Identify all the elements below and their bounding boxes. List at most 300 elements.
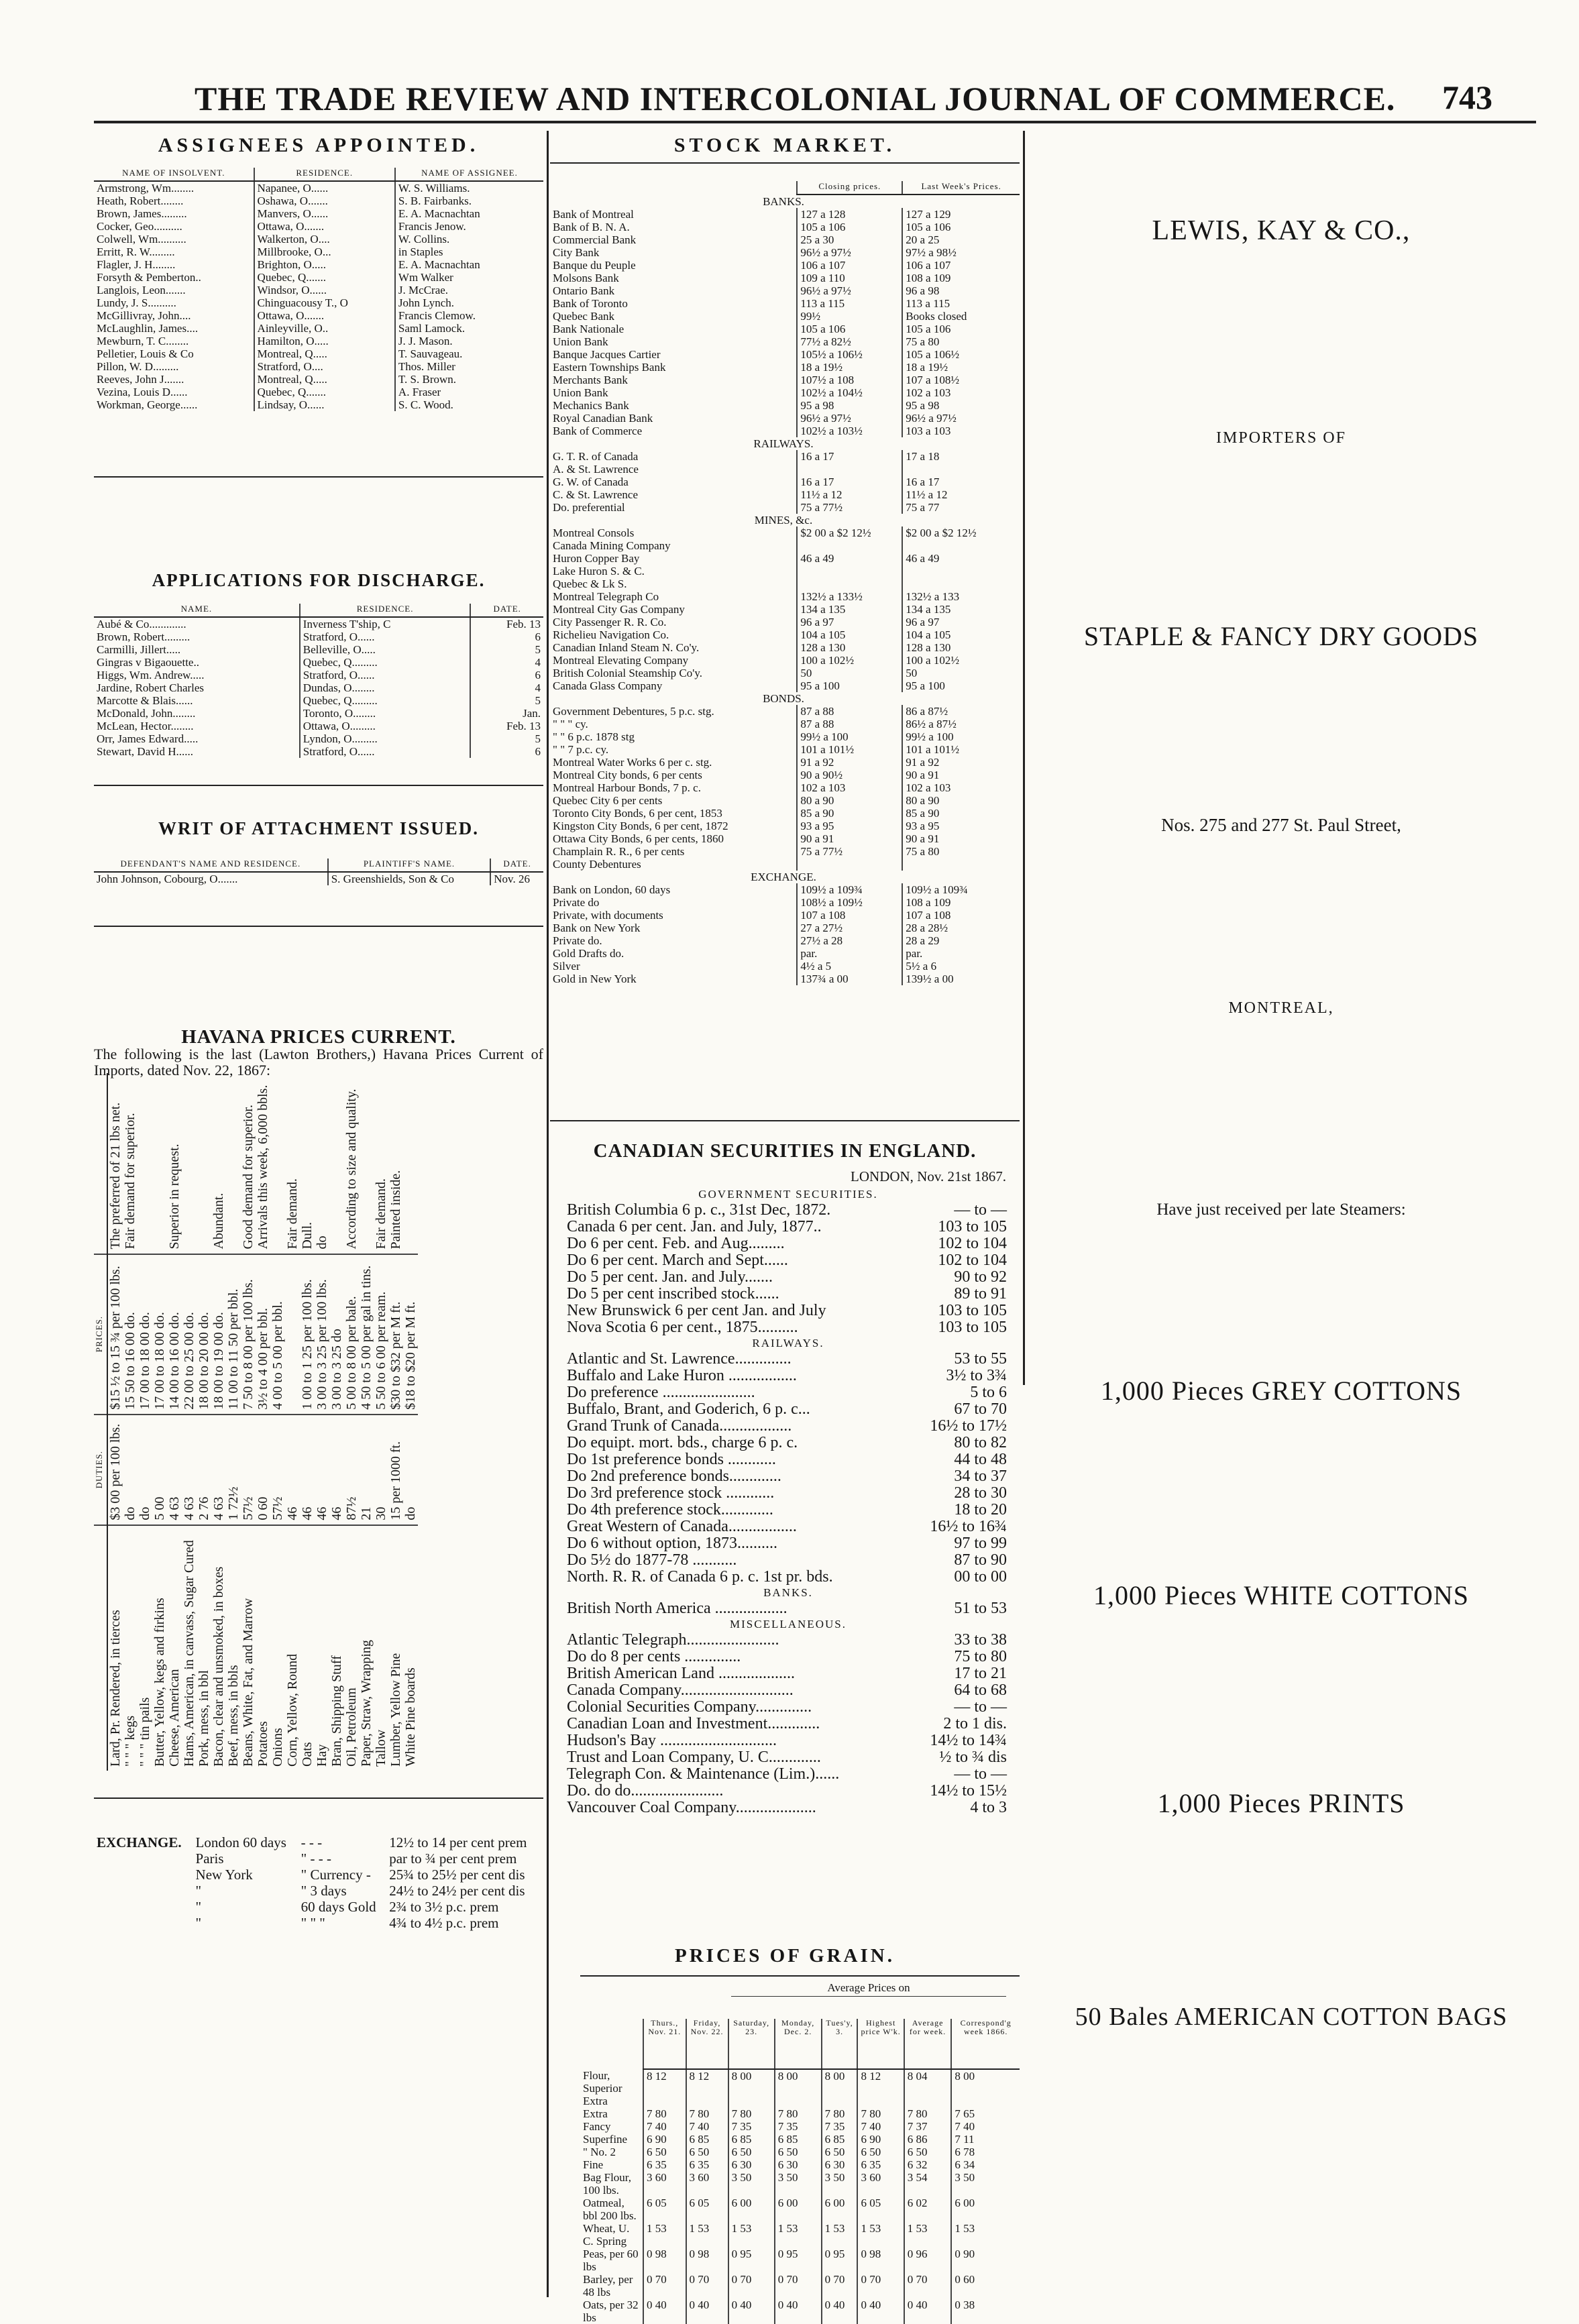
table-row [580,2197,1020,2222]
table-cell [902,539,1020,552]
table-cell [226,1073,241,1254]
table-row [567,1699,1010,1716]
table-row [567,1235,1010,1252]
table-cell: 18 a 19½ [797,361,902,374]
table-cell: Richelieu Navigation Co. [553,628,669,641]
table-row [567,1468,1010,1485]
table-cell: Stratford, O...... [300,669,471,681]
table-cell: 7 40 [951,2120,1020,2133]
table-cell: Fair demand. [285,1073,300,1254]
table-cell: Colonial Securities Company.............. [567,1698,812,1716]
table-cell: Do 5 per cent inscribed stock...... [567,1285,779,1303]
table-row [182,1073,197,1771]
table-cell: 102 to 104 [938,1235,1007,1252]
table-cell: Francis Jenow. [395,220,543,233]
table-row [550,374,1020,386]
table-cell: 1 53 [951,2222,1020,2248]
table-row [550,616,1020,628]
table-cell: Hams, American, in canvass, Sugar Cured [182,1540,197,1767]
table-cell: 6 00 [775,2197,822,2222]
table-cell: 5 [470,732,543,745]
table-cell: 5½ a 6 [902,960,1020,973]
table-cell: Cheese, American [167,1669,182,1767]
ad-importers: IMPORTERS OF [1216,429,1346,447]
table-cell: 15 per 1000 ft. [388,1415,403,1525]
table-cell: Paris [195,1850,224,1867]
table-cell: 0 60 [256,1415,270,1525]
table-cell: 20 a 25 [902,233,1020,246]
grain-table [580,2019,1020,2324]
table-cell: 44 to 48 [954,1451,1007,1468]
table-cell: 7 80 [775,2107,822,2120]
table-cell: Bacon, clear and unsmoked, in boxes [211,1566,226,1767]
table-cell: Do equipt. mort. bds., charge 6 p. c. [567,1434,798,1451]
table-cell: 90 a 91 [902,832,1020,845]
table-row [94,335,543,347]
table-cell: Oil, Petroleum [344,1687,359,1767]
page-number: 743 [1442,78,1492,116]
table-cell: 0 70 [686,2273,728,2299]
assignees-header-row [94,168,543,181]
table-cell: Quebec, Q......... [300,656,471,669]
column-header: NAME OF ASSIGNEE. [395,168,543,181]
table-cell: 14½ to 15½ [930,1782,1007,1800]
table-row [123,1073,138,1771]
table-cell: " 3 days [301,1883,347,1899]
table-cell: Bank of Montreal [553,208,634,221]
group-heading-row [550,195,1020,208]
table-row [567,1351,1010,1368]
table-row [94,181,543,195]
table-cell: Fair demand for superior. [123,1073,138,1254]
table-cell: 127 a 129 [902,208,1020,221]
table-cell: 86½ a 87½ [902,718,1020,730]
table-cell [797,577,902,590]
table-cell: Cocker, Geo.......... [97,220,182,233]
table-row [580,2133,1020,2146]
table-row [567,1682,1010,1699]
table-cell: Molsons Bank [553,272,619,284]
table-row [94,398,543,411]
table-cell: 8 00 [822,2069,858,2107]
ad-item-grey-cottons: 1,000 Pieces GREY COTTONS [1100,1376,1462,1406]
table-row [550,858,1020,871]
table-cell: 91 a 92 [797,756,902,769]
table-cell: 128 a 130 [902,641,1020,654]
column-header: PRICES. [94,1254,107,1415]
table-cell: McLean, Hector........ [97,720,194,732]
table-cell: 33 to 38 [954,1631,1007,1649]
table-row [567,1649,1010,1665]
table-cell: 6 32 [904,2158,952,2171]
table-cell: Nov. 26 [490,872,543,885]
table-cell: " " " [301,1915,325,1931]
table-cell: 1 53 [857,2222,904,2248]
table-cell: 6 30 [822,2158,858,2171]
table-cell: 0 95 [728,2248,775,2273]
group-heading-row [550,514,1020,527]
table-cell: 75 a 80 [902,845,1020,858]
table-row [567,1569,1010,1586]
table-cell: 0 40 [775,2299,822,2324]
table-cell: 46 [285,1415,300,1525]
table-row [94,872,543,885]
table-cell: 6 50 [857,2146,904,2158]
column-header: Saturday, 23. [728,2019,775,2069]
table-cell [182,1073,197,1254]
table-row [580,2222,1020,2248]
table-row [550,412,1020,425]
table-cell: 5 50 to 6 00 per ream. [374,1254,388,1415]
table-cell: Pillon, W. D......... [97,360,179,373]
table-cell: Wm Walker [395,271,543,284]
table-cell: Manvers, O...... [254,207,395,220]
assignees-table-wrap [94,168,543,411]
table-cell: 86 a 87½ [902,705,1020,718]
table-cell: 2¾ to 3½ p.c. prem [389,1899,499,1915]
table-cell: 6 85 [775,2133,822,2146]
table-cell: Belleville, O..... [300,643,471,656]
table-row [567,1518,1010,1535]
table-row [550,845,1020,858]
table-cell: 85 a 90 [797,807,902,820]
table-cell: 109½ a 109¾ [797,883,902,896]
table-cell: 6 35 [857,2158,904,2171]
table-cell: McDonald, John........ [97,707,196,720]
table-cell: 75 to 80 [954,1648,1007,1665]
column-header: Friday, Nov. 22. [686,2019,728,2069]
table-row [107,1073,123,1771]
table-row [567,1766,1010,1783]
table-row [550,361,1020,374]
table-cell: 0 90 [951,2248,1020,2273]
table-cell: Brighton, O..... [254,258,395,271]
table-row [567,1535,1010,1552]
table-row [94,220,543,233]
table-cell: New Brunswick 6 per cent Jan. and July [567,1302,826,1319]
table-cell: 6 34 [951,2158,1020,2171]
table-cell: 7 80 [904,2107,952,2120]
table-row [567,1783,1010,1800]
table-cell: Do 6 per cent. March and Sept...... [567,1252,788,1269]
table-cell: Heath, Robert........ [97,195,184,207]
table-cell: — to — [954,1765,1007,1783]
table-cell: 6 05 [686,2197,728,2222]
table-row [315,1073,329,1771]
table-row [550,488,1020,501]
table-cell: Bag Flour, 100 lbs. [583,2171,632,2197]
table-row [94,195,543,207]
table-cell: Vezina, Louis D...... [97,386,188,398]
table-row [550,883,1020,896]
table-cell: 5 [470,643,543,656]
table-cell: 16½ to 17½ [930,1417,1007,1435]
table-cell: 108 a 109 [902,896,1020,909]
table-cell: City Bank [553,246,600,259]
table-row [567,1219,1010,1235]
table-cell: 7 80 [728,2107,775,2120]
table-cell: 96 a 98 [902,284,1020,297]
table-row [550,348,1020,361]
writ-bottom-rule [94,926,543,927]
table-cell: $18 to $20 per M ft. [403,1254,418,1415]
table-cell: Do preference ....................... [567,1384,755,1401]
table-cell: Carmilli, Jillert..... [97,643,181,656]
table-cell: 102 a 103 [902,386,1020,399]
table-cell: 99½ a 100 [902,730,1020,743]
table-cell: 16 a 17 [902,476,1020,488]
table-cell: Millbrooke, O... [254,245,395,258]
group-heading: BANKS. [763,1586,813,1599]
table-cell: 6 35 [643,2158,686,2171]
table-cell: 5 00 to 8 00 per bale. [344,1254,359,1415]
table-cell: 107 a 108 [797,909,902,922]
table-cell: 4 63 [211,1415,226,1525]
table-row [94,1850,543,1867]
table-cell: 3 50 [822,2171,858,2197]
table-cell: Toronto City Bonds, 6 per cent, 1853 [553,807,722,820]
table-row [567,1286,1010,1303]
table-cell: Langlois, Leon....... [97,284,186,296]
table-row [359,1073,374,1771]
table-row [300,1073,315,1771]
table-cell: 0 40 [686,2299,728,2324]
table-cell: British Colonial Steamship Co'y. [553,667,702,679]
table-cell: 24½ to 24½ per cent dis [389,1883,525,1899]
table-row [550,603,1020,616]
table-row [167,1073,182,1771]
table-row [226,1073,241,1771]
stock-col-closing: Closing prices. [797,181,902,195]
table-cell: 18 00 to 20 00 do. [197,1254,211,1415]
table-cell: Feb. 13 [470,720,543,732]
table-cell: 4 [470,656,543,669]
table-cell: Kingston City Bonds, 6 per cent, 1872 [553,820,728,832]
table-row [550,552,1020,565]
table-cell: Oatmeal, bbl 200 lbs. [583,2197,637,2222]
table-cell: in Staples [395,245,543,258]
ad-goods: STAPLE & FANCY DRY GOODS [1083,621,1479,651]
table-cell: Arrivals this week, 6,000 bbls. [256,1073,270,1254]
table-row [567,1368,1010,1384]
table-row [580,2273,1020,2299]
table-row [550,335,1020,348]
table-cell: Flour, Superior Extra [583,2069,622,2107]
table-row [550,501,1020,514]
table-cell: Brown, Robert......... [97,630,190,643]
table-row [550,590,1020,603]
table-cell: 0 70 [643,2273,686,2299]
table-cell: Corn, Yellow, Round [285,1653,300,1767]
table-row [550,310,1020,323]
securities-dateline: LONDON, Nov. 21st 1867. [851,1168,1006,1184]
table-cell: Royal Canadian Bank [553,412,653,425]
table-cell: Quebec, Q....... [254,271,395,284]
table-cell: 0 40 [822,2299,858,2324]
table-cell: Nova Scotia 6 per cent., 1875.......... [567,1319,798,1336]
writ-body [94,872,543,885]
table-cell: J. McCrae. [395,284,543,296]
table-cell: Trust and Loan Company, U. C............. [567,1749,821,1766]
table-cell: 4 [470,681,543,694]
table-row [567,1202,1010,1219]
table-cell: " " 7 p.c. cy. [553,743,609,756]
table-cell: Buffalo, Brant, and Goderich, 6 p. c... [567,1400,810,1418]
table-cell: 53 to 55 [954,1350,1007,1368]
column-header: Average for week. [904,2019,952,2069]
column-header: DEFENDANT'S NAME AND RESIDENCE. [94,859,328,872]
table-row [567,1600,1010,1617]
table-cell: City Passenger R. R. Co. [553,616,667,628]
table-cell: 113 a 115 [902,297,1020,310]
table-cell: 95 a 100 [797,679,902,692]
table-row [256,1073,270,1771]
table-cell: Montreal, Q..... [254,347,395,360]
column-header [94,1525,107,1771]
table-row [550,323,1020,335]
table-cell: 96 a 97 [797,616,902,628]
table-row [550,909,1020,922]
table-cell: 3 50 [728,2171,775,2197]
table-cell: Potatoes [256,1721,270,1767]
ad-item-cotton-bags: 50 Bales AMERICAN COTTON BAGS [1075,2003,1508,2031]
table-cell: 0 40 [643,2299,686,2324]
table-row [94,347,543,360]
table-cell: 132½ a 133½ [797,590,902,603]
table-cell: 17 to 21 [954,1665,1007,1682]
grain-blank-header [580,2019,643,2069]
table-cell: 67 to 70 [954,1400,1007,1418]
havana-body [107,1073,418,1771]
table-cell: 3 50 [951,2171,1020,2197]
table-row [550,947,1020,960]
table-cell: Private do. [553,934,602,947]
exchange-label [94,1850,193,1867]
table-cell [902,858,1020,871]
stock-col-last: Last Week's Prices. [902,181,1020,195]
table-cell: 57½ [270,1415,285,1525]
stock-market-title: STOCK MARKET. [673,134,896,156]
table-row [550,794,1020,807]
table-row [550,463,1020,476]
group-heading-row [550,437,1020,450]
table-cell: " [195,1915,202,1931]
table-cell: 4¾ to 4½ p.c. prem [389,1915,499,1931]
table-row [197,1073,211,1771]
group-heading-row [567,1586,1010,1600]
discharge-title: APPLICATIONS FOR DISCHARGE. [152,570,486,590]
table-row [211,1073,226,1771]
table-cell: Orr, James Edward..... [97,732,199,745]
table-cell: 0 95 [775,2248,822,2273]
table-cell: 0 95 [822,2248,858,2273]
table-cell: 46 [315,1415,329,1525]
table-cell: Colwell, Wm.......... [97,233,186,245]
table-cell: Eastern Townships Bank [553,361,666,374]
table-cell: Do. do do....................... [567,1782,724,1800]
table-row [550,832,1020,845]
table-cell: 97 to 99 [954,1535,1007,1552]
table-cell: 100 a 102½ [902,654,1020,667]
table-cell: Hay [315,1744,329,1767]
table-cell: 7 80 [822,2107,858,2120]
table-row [94,732,543,745]
table-cell: Do 6 without option, 1873.......... [567,1535,778,1552]
table-cell: T. Sauvageau. [395,347,543,360]
table-cell: - - - [301,1834,323,1850]
table-cell [902,463,1020,476]
table-row [580,2069,1020,2107]
table-cell: 46 [300,1415,315,1525]
table-row [550,272,1020,284]
table-row [94,1899,543,1915]
table-cell: par. [902,947,1020,960]
securities-table-wrap [567,1187,1010,1816]
column-header: NAME. [94,604,300,617]
table-cell: Canada Company............................ [567,1681,794,1699]
table-cell: 0 40 [728,2299,775,2324]
table-cell: $15 ½ to 15 ¾ per 100 lbs. [107,1254,123,1415]
table-cell: 106 a 107 [902,259,1020,272]
table-cell: Gold Drafts do. [553,947,624,960]
table-row [550,807,1020,820]
table-cell: 28 to 30 [954,1484,1007,1502]
table-cell: 99½ a 100 [797,730,902,743]
table-cell: Great Western of Canada................. [567,1518,797,1535]
group-heading: EXCHANGE. [751,871,816,883]
table-row [550,208,1020,221]
table-cell: Montreal City bonds, 6 per cents [553,769,702,781]
table-row [567,1451,1010,1468]
stock-body [550,195,1020,985]
table-row [344,1073,359,1771]
table-cell: 2 76 [197,1415,211,1525]
table-cell: 16½ to 16¾ [930,1518,1007,1535]
table-cell: 8 04 [904,2069,952,2107]
table-cell [797,539,902,552]
table-cell: Mewburn, T. C........ [97,335,189,347]
table-cell: Union Bank [553,386,608,399]
table-cell: 6 02 [904,2197,952,2222]
table-row [550,781,1020,794]
havana-rotated-table [94,1073,523,1771]
table-cell: Hudson's Bay ............................. [567,1732,777,1749]
table-cell: Quebec, Q....... [254,386,395,398]
table-cell: ½ to ¾ dis [939,1749,1007,1766]
table-cell: 8 00 [728,2069,775,2107]
table-cell: 0 96 [904,2248,952,2273]
table-row [550,820,1020,832]
table-cell: 90 to 92 [954,1268,1007,1286]
discharge-table [94,604,543,758]
securities-title: CANADIAN SECURITIES IN ENGLAND. [593,1140,977,1162]
ad-received: Have just received per late Steamers: [1156,1201,1406,1219]
table-cell: A. Fraser [395,386,543,398]
table-cell: Beans, White, Fat, and Marrow [241,1598,256,1767]
exchange-label [94,1899,193,1915]
grain-body [580,2069,1020,2324]
table-cell: 77½ a 82½ [797,335,902,348]
stock-table-wrap [550,181,1020,985]
table-cell: 00 to 00 [954,1568,1007,1586]
table-cell: " " 6 p.c. 1878 stg [553,730,635,743]
table-row [94,296,543,309]
table-cell: Lindsay, O...... [254,398,395,411]
table-cell: McLaughlin, James.... [97,322,199,335]
table-cell: Do do 8 per cents .............. [567,1648,741,1665]
table-cell: Huron Copper Bay [553,552,640,565]
table-cell: Francis Clemow. [395,309,543,322]
